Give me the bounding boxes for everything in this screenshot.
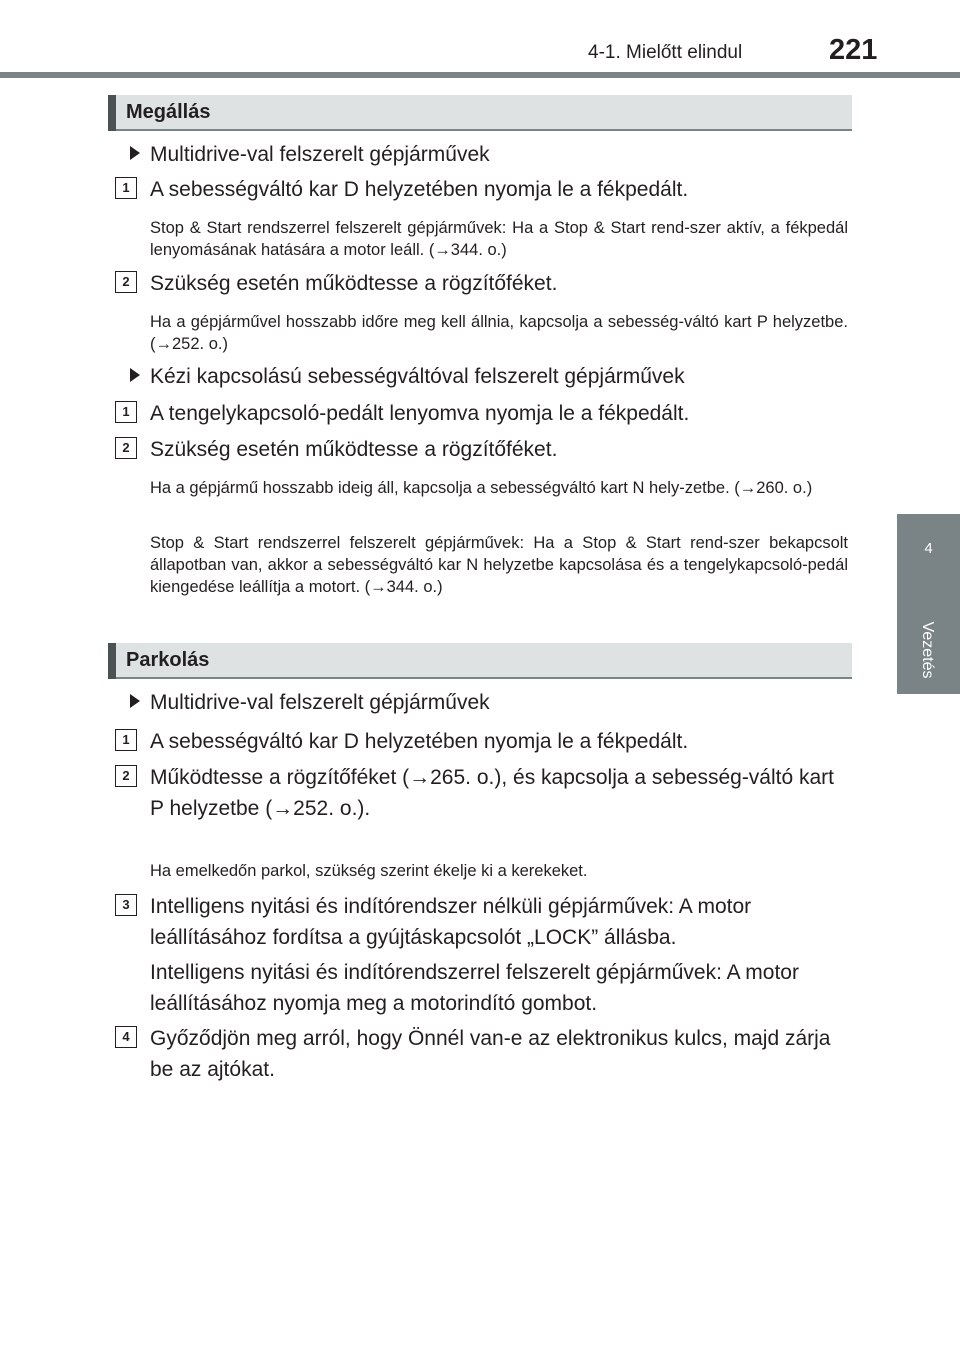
step-number-box: 3 bbox=[115, 894, 137, 916]
page-number: 221 bbox=[829, 34, 878, 66]
step-number-box: 2 bbox=[115, 437, 137, 459]
step-text: Intelligens nyitási és indítórendszer nélküli gépjárművek: A motor leállításához fordítsa a gyújtáskapcsolót „LOCK” állásba. bbox=[150, 895, 752, 949]
section-heading-stopping bbox=[108, 95, 852, 131]
step-text: Működtesse a rögzítőféket (→265. o.), és kapcsolja a sebesség-váltó kart P helyzetbe (→252. o.). bbox=[150, 766, 835, 820]
triangle-bullet-icon bbox=[130, 146, 140, 160]
step-extra-text: Intelligens nyitási és indítórendszerrel felszerelt gépjárművek: A motor leállításához nyomja meg a motorindító gombot. bbox=[150, 961, 799, 1015]
step-note: Ha emelkedőn parkol, szükség szerint ékelje ki a kerekeket. bbox=[150, 862, 588, 880]
heading-accent-bar bbox=[108, 643, 116, 679]
step-note: Stop & Start rendszerrel felszerelt gépjárművek: Ha a Stop & Start rend-szer bekapcsolt állapotban van, akkor a sebességváltó kar N helyzetbe kapcsolása és a tengelykapcsoló-pedál kiengedése leállítja a motort. (→344. o.) bbox=[150, 534, 848, 596]
step-note: Ha a gépjárművel hosszabb időre meg kell állnia, kapcsolja a sebesség-váltó kart P helyzetbe. (→252. o.) bbox=[150, 313, 848, 353]
step-number-box: 1 bbox=[115, 177, 137, 199]
section-heading-text: Parkolás bbox=[126, 649, 210, 671]
triangle-bullet-icon bbox=[130, 694, 140, 708]
subheading-multidrive: Multidrive-val felszerelt gépjárművek bbox=[130, 143, 490, 167]
step-text: Szükség esetén működtesse a rögzítőféket. bbox=[150, 438, 558, 461]
subheading-manual: Kézi kapcsolású sebességváltóval felszerelt gépjárművek bbox=[130, 365, 685, 389]
step-number-box: 1 bbox=[115, 729, 137, 751]
step-text: A sebességváltó kar D helyzetében nyomja le a fékpedált. bbox=[150, 178, 689, 201]
step-text: A tengelykapcsoló-pedált lenyomva nyomja le a fékpedált. bbox=[150, 402, 690, 425]
subheading-multidrive: Multidrive-val felszerelt gépjárművek bbox=[130, 691, 490, 715]
step-note: Ha a gépjármű hosszabb ideig áll, kapcsolja a sebességváltó kart N hely-zetbe. (→260. o.) bbox=[150, 479, 813, 497]
chapter-number: 4 bbox=[924, 540, 933, 557]
step-number-box: 1 bbox=[115, 401, 137, 423]
chapter-label: Vezetés bbox=[919, 621, 936, 679]
step-number-box: 2 bbox=[115, 271, 137, 293]
heading-accent-bar bbox=[108, 95, 116, 131]
step-text: Szükség esetén működtesse a rögzítőféket. bbox=[150, 272, 558, 295]
step-text: Győződjön meg arról, hogy Önnél van-e az elektronikus kulcs, majd zárja be az ajtókat. bbox=[150, 1027, 831, 1081]
section-heading-text: Megállás bbox=[126, 101, 211, 123]
step-text: A sebességváltó kar D helyzetében nyomja le a fékpedált. bbox=[150, 730, 689, 753]
section-heading-parking bbox=[108, 643, 852, 679]
step-number-box: 2 bbox=[115, 765, 137, 787]
step-note: Stop & Start rendszerrel felszerelt gépjárművek: Ha a Stop & Start rend-szer aktív, a fékpedál lenyomásának hatására a motor leáll. (→344. o.) bbox=[150, 219, 848, 259]
step-number-box: 4 bbox=[115, 1026, 137, 1048]
triangle-bullet-icon bbox=[130, 368, 140, 382]
header-section-title: 4-1. Mielőtt elindul bbox=[588, 42, 743, 63]
header-divider bbox=[0, 72, 960, 78]
